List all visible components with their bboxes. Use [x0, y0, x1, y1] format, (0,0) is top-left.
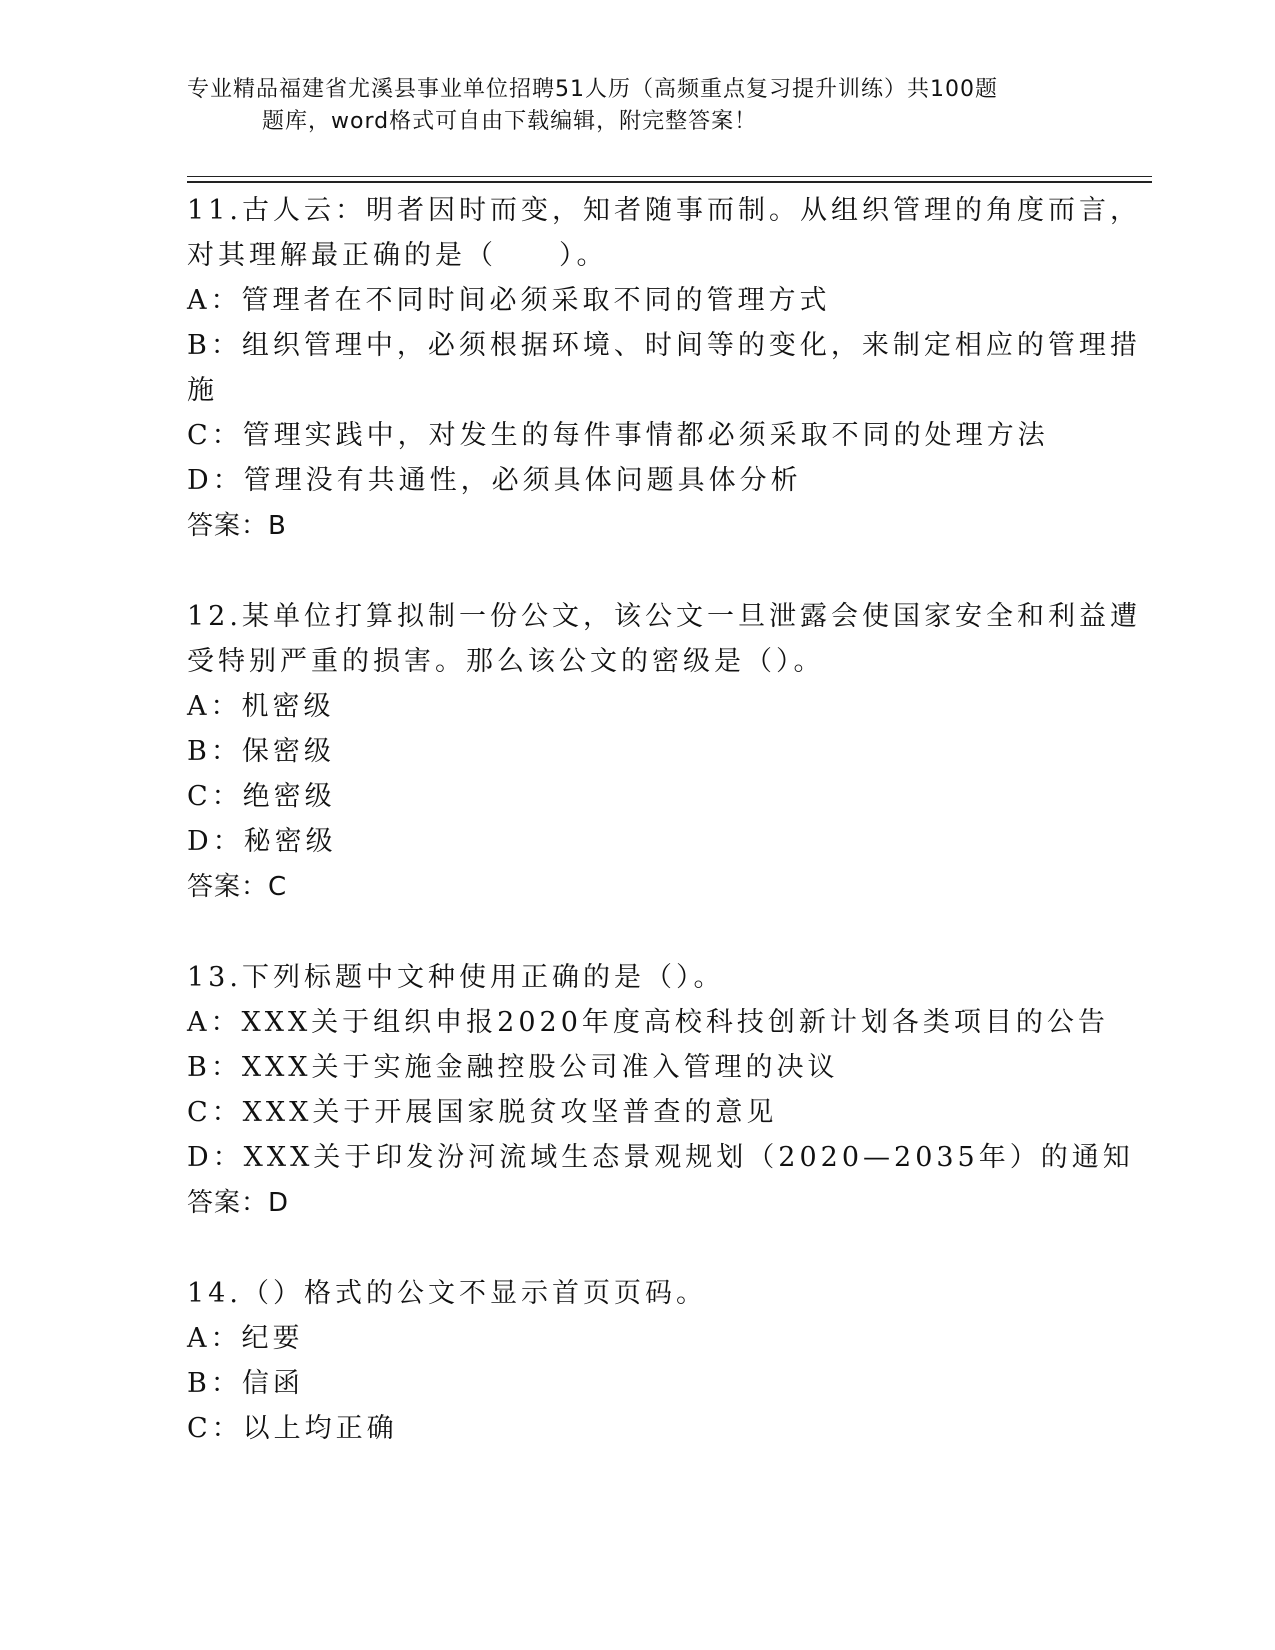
answer-label: 答案：B	[187, 511, 287, 541]
option-a: A：管理者在不同时间必须采取不同的管理方式	[187, 285, 831, 316]
option-c: C：XXX关于开展国家脱贫攻坚普查的意见	[187, 1097, 778, 1128]
option-a: A：纪要	[187, 1323, 304, 1354]
question-14	[187, 1271, 1087, 1451]
question-stem-line: 14.（）格式的公文不显示首页页码。	[187, 1278, 707, 1309]
header-divider-thick	[187, 181, 1152, 183]
document-header	[187, 74, 1087, 138]
question-list	[187, 188, 1141, 1496]
question-stem-line: 13.下列标题中文种使用正确的是（）。	[187, 962, 725, 993]
option-b: B：组织管理中，必须根据环境、时间等的变化，来制定相应的管理措	[187, 330, 1141, 361]
option-d: D：秘密级	[187, 826, 337, 857]
option-b-continued: 施	[187, 375, 218, 406]
question-stem-line: 11.古人云：明者因时而变，知者随事而制。从组织管理的角度而言，	[187, 195, 1141, 226]
answer-label: 答案：D	[187, 1188, 290, 1218]
option-b: B：信函	[187, 1368, 304, 1399]
option-c: C：绝密级	[187, 781, 336, 812]
option-d: D：管理没有共通性，必须具体问题具体分析	[187, 465, 802, 496]
option-a: A：XXX关于组织申报2020年度高校科技创新计划各类项目的公告	[187, 1007, 1109, 1038]
option-a: A：机密级	[187, 691, 335, 722]
header-title-line-1: 专业精品福建省尤溪县事业单位招聘51人历（高频重点复习提升训练）共100题	[187, 77, 998, 102]
option-b: B：保密级	[187, 736, 335, 767]
header-title-line-2: 题库，word格式可自由下载编辑，附完整答案！	[262, 109, 758, 134]
header-divider-thin	[187, 176, 1152, 177]
option-c: C：以上均正确	[187, 1413, 398, 1444]
option-d: D：XXX关于印发汾河流域生态景观规划（2020—2035年）的通知	[187, 1142, 1134, 1173]
question-stem-line: 12.某单位打算拟制一份公文，该公文一旦泄露会使国家安全和利益遭	[187, 601, 1141, 632]
option-b: B：XXX关于实施金融控股公司准入管理的决议	[187, 1052, 839, 1083]
question-12	[187, 594, 1141, 910]
question-stem-line: 受特别严重的损害。那么该公文的密级是（）。	[187, 646, 825, 677]
question-stem-line: 对其理解最正确的是（ ）。	[187, 240, 608, 271]
answer-label: 答案：C	[187, 872, 288, 902]
question-13	[187, 955, 1134, 1226]
question-11	[187, 188, 1141, 549]
option-c: C：管理实践中，对发生的每件事情都必须采取不同的处理方法	[187, 420, 1049, 451]
